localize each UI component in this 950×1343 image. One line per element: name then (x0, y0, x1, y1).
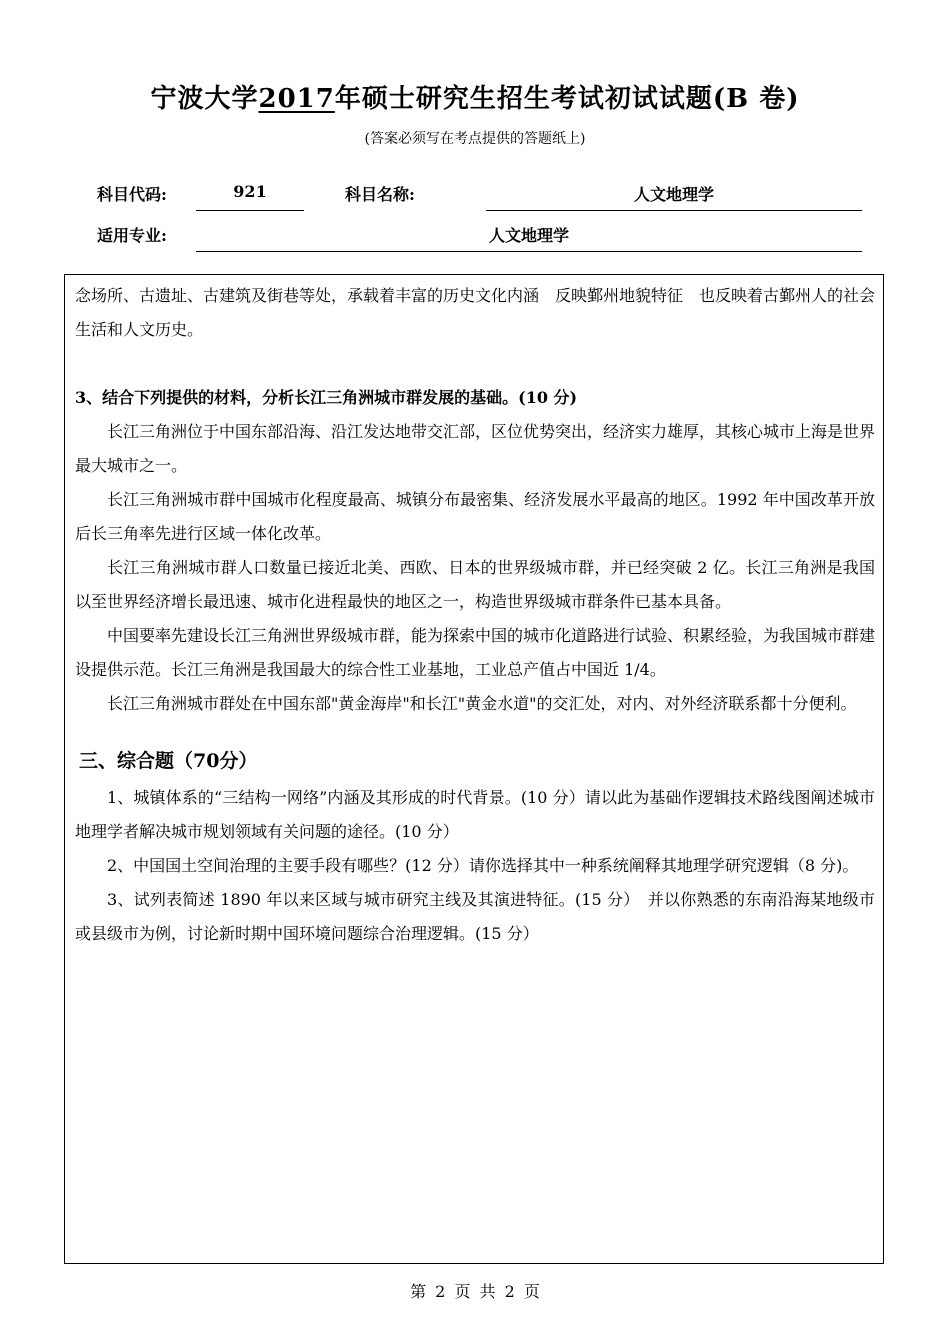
answer-instruction: (答案必须写在考点提供的答题纸上) (364, 131, 586, 147)
title-year: 2017 (258, 84, 335, 114)
exam-title (0, 78, 950, 115)
subject-name-value: 人文地理学 (633, 185, 714, 204)
subject-name-underline (486, 210, 862, 211)
subject-code-label: 科目代码: (97, 185, 167, 204)
question-3-material: 长江三角洲位于中国东部沿海、沿江发达地带交汇部，区位优势突出，经济实力雄厚，其核心城市上海是世界最大城市之一。 (75, 422, 876, 475)
page-number: 第 2 页 共 2 页 (410, 1282, 540, 1301)
question-3-material: 长江三角洲城市群中国城市化程度最高、城镇分布最密集、经济发展水平最高的地区。1992 年中国改革开放后长三角率先进行区域一体化改革。 (75, 490, 875, 543)
question-box (64, 274, 884, 1264)
comprehensive-question: 1、城镇体系的“三结构一网络”内涵及其形成的时代背景。(10 分）请以此为基础作逻辑技术路线图阐述城市地理学者解决城市规划领域有关问题的途径。(10 分） (75, 788, 875, 841)
subject-code-underline (196, 210, 304, 211)
question-3-material: 长江三角洲城市群人口数量已接近北美、西欧、日本的世界级城市群，并已经突破 2 亿。长江三角洲是我国以至世界经济增长最迅速、城市化进程最快的地区之一，构造世界级城市群条件已基本具备。 (75, 558, 875, 611)
question-3-title: 3、结合下列提供的材料，分析长江三角洲城市群发展的基础。(10 分) (75, 388, 578, 407)
title-prefix: 宁波大学 (150, 84, 259, 114)
continuation-paragraph: 念场所、古遗址、古建筑及街巷等处，承载着丰富的历史文化内涵 反映鄞州地貌特征 也反映着古鄞州人的社会生活和人文历史。 (75, 286, 876, 339)
major-label: 适用专业: (97, 226, 167, 245)
subject-code-value: 921 (233, 182, 267, 201)
major-value: 人文地理学 (488, 226, 569, 245)
section-3-title: 三、综合题（70分） (79, 750, 258, 772)
major-underline (196, 251, 862, 252)
question-content (75, 279, 875, 951)
comprehensive-question: 3、试列表简述 1890 年以来区域与城市研究主线及其演进特征。(15 分） 并以你熟悉的东南沿海某地级市或县级市为例，讨论新时期中国环境问题综合治理逻辑。(15 分） (75, 890, 875, 943)
subject-name-label: 科目名称: (345, 185, 415, 204)
title-suffix: 年硕士研究生招生考试初试试题(B 卷) (334, 84, 800, 114)
question-3-material: 长江三角洲城市群处在中国东部"黄金海岸"和长江"黄金水道"的交汇处，对内、对外经济联系都十分便利。 (107, 694, 857, 713)
question-3-material: 中国要率先建设长江三角洲世界级城市群，能为探索中国的城市化道路进行试验、积累经验，为我国城市群建设提供示范。长江三角洲是我国最大的综合性工业基地，工业总产值占中国近 1/4。 (75, 626, 876, 679)
comprehensive-question: 2、中国国土空间治理的主要手段有哪些？(12 分）请你选择其中一种系统阐释其地理学研究逻辑（8 分)。 (107, 856, 859, 875)
